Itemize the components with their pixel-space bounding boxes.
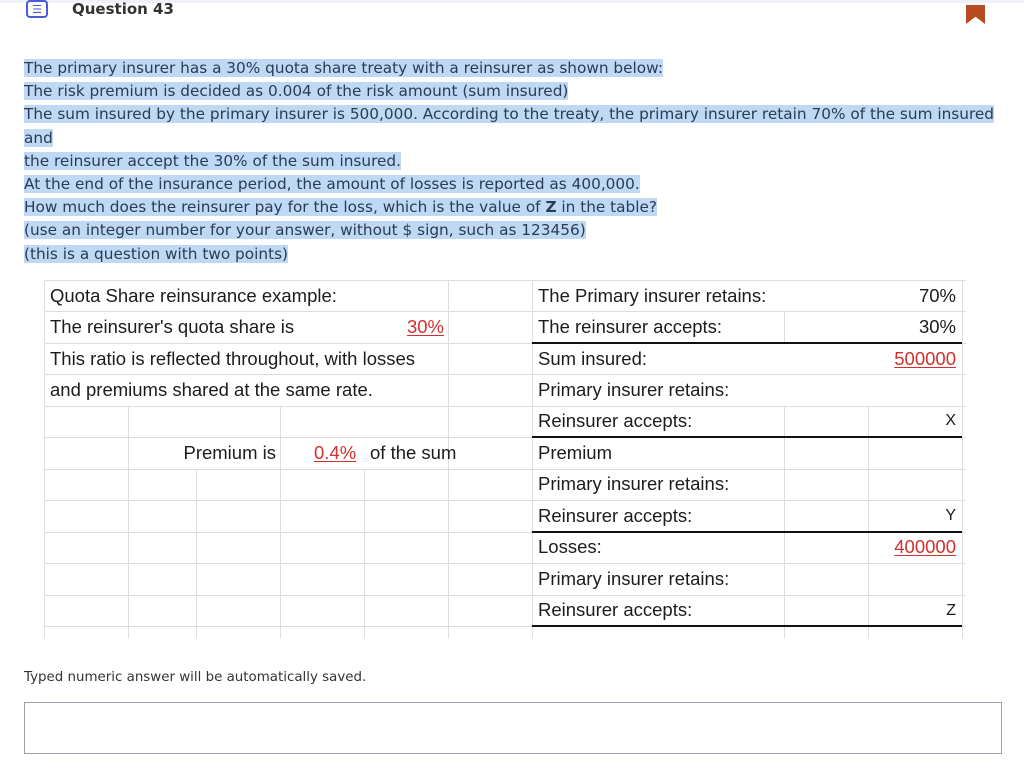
right-row-value: 30% bbox=[918, 316, 956, 337]
question-line-end: in the table? bbox=[556, 198, 658, 217]
premium-suffix: of the sum bbox=[370, 442, 457, 463]
right-row-label: Losses: bbox=[538, 536, 602, 557]
right-row-label: Reinsurer accepts: bbox=[538, 410, 693, 431]
quota-share-label: The reinsurer's quota share is bbox=[50, 316, 295, 337]
question-line: The risk premium is decided as 0.004 of the risk amount (sum insured) bbox=[24, 82, 569, 101]
list-icon[interactable]: ☰ bbox=[26, 0, 48, 18]
right-row-label: Primary insurer retains: bbox=[538, 568, 730, 589]
y-value: Y bbox=[945, 507, 956, 524]
quota-share-spreadsheet bbox=[44, 280, 966, 638]
right-row-label: Premium bbox=[538, 442, 613, 463]
x-value: X bbox=[945, 412, 956, 429]
right-row-label: Primary insurer retains: bbox=[538, 379, 730, 400]
question-title: Question 43 bbox=[72, 0, 174, 18]
right-row-label: Reinsurer accepts: bbox=[538, 505, 693, 526]
ratio-text-line1: This ratio is reflected throughout, with losses bbox=[50, 348, 416, 369]
question-line: the reinsurer accept the 30% of the sum insured. bbox=[24, 151, 402, 170]
premium-rate-value: 0.4% bbox=[314, 442, 357, 463]
autosave-note: Typed numeric answer will be automatically saved. bbox=[24, 670, 367, 685]
question-header bbox=[26, 0, 174, 22]
sheet-title: Quota Share reinsurance example: bbox=[50, 285, 337, 306]
ratio-text-line2: and premiums shared at the same rate. bbox=[50, 379, 373, 400]
question-line: The sum insured by the primary insurer is 500,000. According to the treaty, the primary insurer retain 70% of the sum insured and bbox=[24, 105, 995, 147]
question-line: At the end of the insurance period, the amount of losses is reported as 400,000. bbox=[24, 175, 640, 194]
right-row-label: The Primary insurer retains: bbox=[538, 285, 767, 306]
right-row-label: Reinsurer accepts: bbox=[538, 599, 693, 620]
losses-value: 400000 bbox=[894, 536, 956, 557]
bookmark-icon[interactable] bbox=[966, 5, 985, 24]
question-line: (this is a question with two points) bbox=[24, 244, 289, 263]
right-row-label: Primary insurer retains: bbox=[538, 473, 730, 494]
question-line: The primary insurer has a 30% quota share treaty with a reinsurer as shown below: bbox=[24, 59, 663, 77]
premium-label: Premium is bbox=[183, 442, 276, 463]
right-row-label: Sum insured: bbox=[538, 348, 647, 369]
right-row-value: 70% bbox=[918, 285, 956, 306]
quota-share-value: 30% bbox=[406, 316, 444, 337]
right-row-label: The reinsurer accepts: bbox=[538, 316, 723, 337]
sum-insured-value: 500000 bbox=[894, 348, 956, 369]
question-text bbox=[24, 57, 999, 266]
question-bold-z: Z bbox=[545, 198, 557, 217]
question-line: (use an integer number for your answer, without $ sign, such as 123456) bbox=[24, 221, 586, 240]
answer-input[interactable] bbox=[24, 702, 1002, 754]
question-line: How much does the reinsurer pay for the loss, which is the value of bbox=[24, 198, 546, 217]
z-value: Z bbox=[946, 602, 956, 619]
